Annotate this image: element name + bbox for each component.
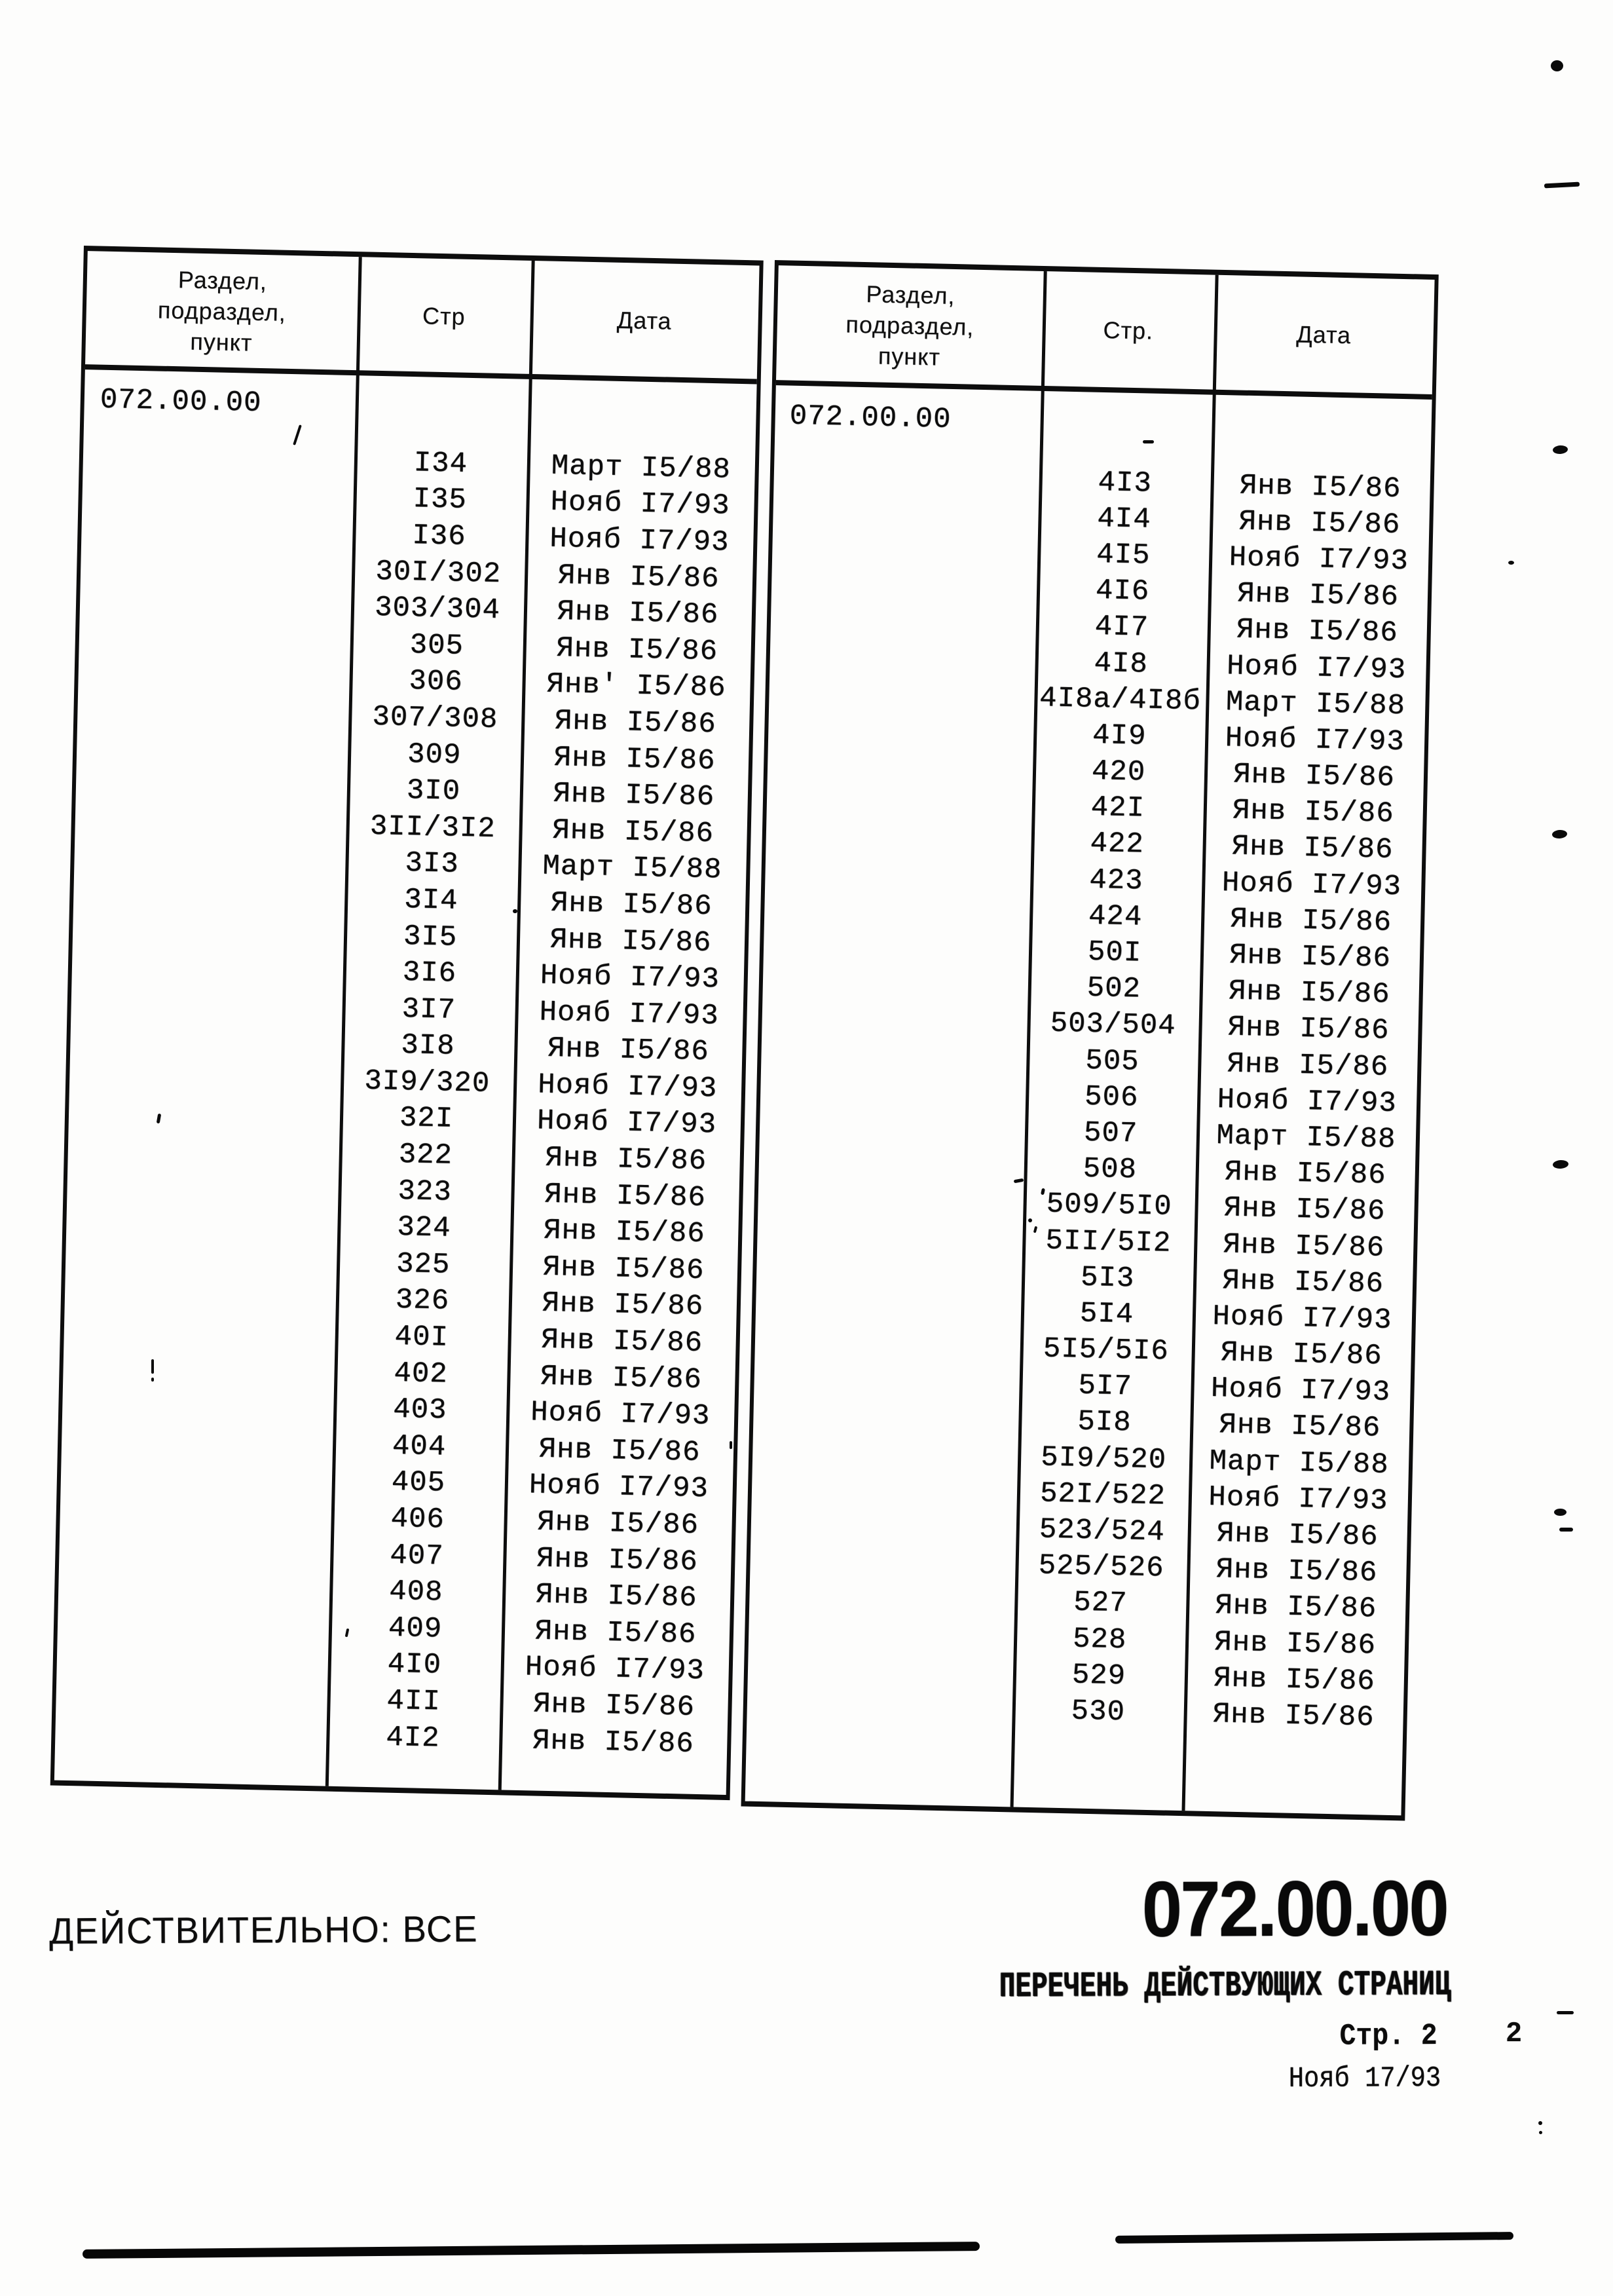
page-cell: 508 bbox=[1083, 1152, 1138, 1187]
date-cell: Янв I5/86 bbox=[544, 1141, 707, 1178]
date-cell: Янв I5/86 bbox=[536, 1505, 699, 1542]
header-line: подраздел, bbox=[845, 311, 974, 341]
date-cell: Янв I5/86 bbox=[1232, 794, 1395, 831]
page-cell: 324 bbox=[396, 1211, 452, 1245]
page-cell: 405 bbox=[391, 1466, 446, 1500]
date-cell: Янв I5/86 bbox=[551, 814, 714, 850]
page-cell: 503/504 bbox=[1050, 1007, 1177, 1044]
table-rows-left bbox=[55, 438, 755, 1763]
scan-speck bbox=[1557, 2011, 1574, 2014]
date-cell: Янв I5/86 bbox=[540, 1360, 703, 1397]
date-cell: Янв I5/86 bbox=[553, 741, 716, 778]
page-cell: 4I3 bbox=[1098, 466, 1153, 500]
scan-speck bbox=[1028, 1218, 1032, 1222]
date-cell: Янв I5/86 bbox=[1233, 758, 1396, 795]
date-cell: Нояб I7/93 bbox=[540, 959, 720, 996]
page-cell: 402 bbox=[393, 1357, 449, 1391]
date-cell: Янв I5/86 bbox=[1238, 505, 1401, 542]
header-label: Дата bbox=[616, 306, 673, 335]
page-cell: 525/526 bbox=[1038, 1549, 1165, 1585]
header-line: пункт bbox=[878, 342, 941, 371]
date-cell: Янв I5/86 bbox=[1239, 469, 1401, 506]
header-label: Дата bbox=[1295, 320, 1352, 349]
page-cell: 507 bbox=[1083, 1116, 1138, 1151]
date-cell: Янв I5/86 bbox=[547, 1032, 710, 1069]
page-number: 2 bbox=[1506, 2016, 1522, 2047]
column-header-page bbox=[356, 257, 532, 375]
page-cell: 407 bbox=[389, 1539, 445, 1573]
date-cell: Март I5/88 bbox=[1225, 685, 1406, 723]
scan-speck bbox=[1553, 1159, 1569, 1169]
page-cell: 40I bbox=[394, 1320, 449, 1355]
date-cell: Янв I5/86 bbox=[540, 1323, 703, 1361]
page-cell: 325 bbox=[396, 1247, 451, 1282]
date-cell: Янв I5/86 bbox=[1227, 1047, 1389, 1084]
page-cell: 4I9 bbox=[1092, 719, 1147, 753]
page-cell: 4I6 bbox=[1095, 574, 1150, 609]
date-cell: Янв I5/86 bbox=[1227, 1011, 1390, 1048]
page-cell: 50I bbox=[1087, 935, 1142, 970]
page-cell: 408 bbox=[388, 1575, 443, 1609]
scan-speck bbox=[730, 1441, 732, 1449]
column-header-section bbox=[85, 251, 359, 371]
page-cell: 528 bbox=[1072, 1623, 1127, 1657]
scan-speck bbox=[151, 1359, 154, 1374]
date-cell: Янв I5/86 bbox=[542, 1287, 704, 1324]
date-cell: Янв I5/86 bbox=[536, 1542, 699, 1579]
date-cell: Нояб I7/93 bbox=[549, 522, 730, 559]
date-cell: Янв I5/86 bbox=[1228, 975, 1391, 1011]
page-cell: 5I8 bbox=[1077, 1405, 1132, 1440]
page-cell: 3I8 bbox=[400, 1029, 456, 1063]
date-cell: Янв I5/86 bbox=[1218, 1408, 1381, 1446]
date-cell: Янв I5/86 bbox=[554, 704, 717, 742]
date-cell: Янв I5/86 bbox=[538, 1433, 701, 1469]
page-cell: I35 bbox=[413, 483, 468, 518]
page-cell: 4II bbox=[386, 1684, 441, 1719]
header-line: подраздел, bbox=[157, 296, 287, 326]
page-cell: 309 bbox=[407, 738, 462, 772]
date-cell: Янв I5/86 bbox=[557, 595, 719, 632]
page-cell: 5I7 bbox=[1077, 1369, 1133, 1404]
date-cell: Янв I5/86 bbox=[1213, 1661, 1376, 1699]
page-cell: I36 bbox=[411, 519, 467, 554]
date-cell: Янв I5/86 bbox=[1220, 1336, 1383, 1373]
page-cell: 406 bbox=[390, 1502, 445, 1537]
page-cell: 305 bbox=[409, 628, 464, 663]
scan-speck bbox=[1539, 2131, 1542, 2134]
scan-speck bbox=[1559, 1528, 1573, 1532]
page-cell: 3II/3I2 bbox=[369, 810, 496, 846]
page-cell: 5I5/5I6 bbox=[1043, 1332, 1170, 1368]
date-cell: Янв I5/86 bbox=[1212, 1698, 1375, 1735]
date-cell: Янв I5/86 bbox=[1214, 1625, 1377, 1663]
date-cell: Нояб I7/93 bbox=[550, 486, 731, 523]
page-cell: 4I7 bbox=[1094, 611, 1149, 645]
page-cell: 4I8а/4I8б bbox=[1039, 681, 1202, 719]
date-cell: Нояб I7/93 bbox=[1210, 1372, 1391, 1410]
date-cell: Нояб I7/93 bbox=[536, 1104, 717, 1142]
page-cell: 322 bbox=[398, 1138, 453, 1173]
header-label: Стр. bbox=[1103, 316, 1154, 345]
scan-speck bbox=[1508, 561, 1514, 565]
revision-date: Нояб 17/93 bbox=[1288, 2062, 1441, 2096]
page-cell: 423 bbox=[1088, 863, 1144, 898]
date-cell: Янв I5/86 bbox=[1236, 613, 1399, 650]
date-cell: Янв I5/86 bbox=[1215, 1553, 1378, 1590]
page-cell: 509/5I0 bbox=[1046, 1188, 1173, 1224]
page-cell: 5II/5I2 bbox=[1045, 1224, 1172, 1260]
date-cell: Янв I5/86 bbox=[1229, 903, 1392, 939]
scan-speck bbox=[1551, 60, 1563, 71]
scan-speck bbox=[513, 909, 517, 913]
page-cell: 424 bbox=[1088, 899, 1143, 934]
date-cell: Янв I5/86 bbox=[1221, 1264, 1384, 1301]
date-cell: Янв I5/86 bbox=[1236, 577, 1400, 614]
date-cell: Нояб I7/93 bbox=[530, 1396, 711, 1433]
column-header-date bbox=[1213, 275, 1435, 394]
date-cell: Янв I5/86 bbox=[555, 631, 718, 669]
page-cell: 404 bbox=[392, 1429, 447, 1464]
page-cell: 303/304 bbox=[374, 591, 501, 628]
date-cell: Янв I5/86 bbox=[542, 1251, 705, 1287]
scan-edge-line bbox=[1115, 2232, 1513, 2244]
page-cell: 52I/522 bbox=[1039, 1477, 1166, 1513]
date-cell: Март I5/88 bbox=[551, 449, 732, 487]
page-cell: 30I/302 bbox=[375, 555, 502, 591]
date-cell: Янв I5/86 bbox=[1224, 1156, 1387, 1192]
column-header-section bbox=[776, 265, 1044, 386]
page-cell: 3I6 bbox=[402, 956, 457, 990]
date-cell: Янв I5/86 bbox=[1231, 830, 1394, 867]
header-line: Раздел, bbox=[177, 266, 268, 295]
date-cell: Янв I5/86 bbox=[1223, 1228, 1385, 1265]
table-rows-right bbox=[747, 457, 1430, 1737]
date-cell: Янв I5/86 bbox=[1223, 1192, 1386, 1229]
section-number: 072.00.00 bbox=[789, 400, 952, 436]
page-cell: 505 bbox=[1085, 1044, 1140, 1079]
page-cell: 409 bbox=[388, 1611, 443, 1646]
page-cell: 3I4 bbox=[403, 883, 458, 918]
page-cell: 527 bbox=[1073, 1586, 1128, 1621]
scan-speck bbox=[1552, 829, 1568, 839]
date-cell: Янв I5/86 bbox=[534, 1615, 697, 1651]
page-cell: 529 bbox=[1071, 1659, 1126, 1693]
scan-speck bbox=[1553, 445, 1568, 455]
date-cell: Янв I5/86 bbox=[532, 1687, 695, 1724]
date-cell: Янв I5/86 bbox=[557, 559, 720, 595]
date-cell: Янв I5/86 bbox=[532, 1724, 695, 1761]
page-cell: 42I bbox=[1090, 791, 1145, 825]
page-cell: 530 bbox=[1071, 1695, 1126, 1729]
page-cell: 4I8 bbox=[1094, 647, 1149, 681]
section-number: 072.00.00 bbox=[100, 383, 262, 420]
date-cell: Янв I5/86 bbox=[553, 777, 715, 814]
date-cell: Янв I5/86 bbox=[543, 1214, 706, 1251]
date-cell: Янв I5/86 bbox=[1214, 1589, 1377, 1626]
date-cell: Нояб I7/93 bbox=[525, 1651, 705, 1688]
page-cell: 307/308 bbox=[371, 700, 498, 736]
column-header-page bbox=[1041, 271, 1215, 390]
page-cell: 306 bbox=[408, 665, 464, 700]
page-cell: 3I5 bbox=[403, 920, 458, 954]
date-cell: Янв I5/86 bbox=[550, 886, 713, 924]
effective-pages-table-left bbox=[50, 246, 764, 1800]
effective-pages-table-right bbox=[741, 260, 1438, 1821]
page-cell: 3I3 bbox=[404, 847, 460, 882]
date-cell: Март I5/88 bbox=[542, 850, 722, 887]
document-number: 072.00.00 bbox=[1141, 1864, 1448, 1953]
page-cell: 323 bbox=[397, 1175, 453, 1209]
scan-speck bbox=[1544, 182, 1580, 189]
date-cell: Нояб I7/93 bbox=[528, 1469, 709, 1506]
date-cell: Нояб I7/93 bbox=[1229, 541, 1409, 578]
header-label: Стр bbox=[422, 302, 466, 330]
page-cell: 4I2 bbox=[385, 1721, 441, 1755]
scan-edge-line bbox=[83, 2242, 980, 2259]
document-title: ПЕРЕЧЕНЬ ДЕЙСТВУЮЩИХ СТРАНИЦ bbox=[999, 1965, 1451, 2008]
page-cell: 403 bbox=[392, 1393, 447, 1427]
scan-speck bbox=[1554, 1509, 1567, 1516]
page-cell: 523/524 bbox=[1039, 1513, 1166, 1549]
date-cell: Нояб I7/93 bbox=[537, 1068, 718, 1106]
page-cell: 4I5 bbox=[1096, 538, 1151, 573]
date-cell: Нояб I7/93 bbox=[1221, 866, 1402, 903]
date-cell: Нояб I7/93 bbox=[539, 996, 720, 1033]
date-cell: Март I5/88 bbox=[1209, 1444, 1390, 1482]
date-cell: Янв I5/86 bbox=[1229, 939, 1392, 975]
page-cell: I34 bbox=[413, 446, 468, 481]
date-cell: Янв I5/86 bbox=[1216, 1517, 1379, 1554]
date-cell: Янв I5/86 bbox=[544, 1178, 707, 1214]
page-cell: 32I bbox=[399, 1102, 454, 1137]
date-cell: Нояб I7/93 bbox=[1226, 649, 1407, 687]
scan-speck bbox=[1143, 440, 1154, 443]
date-cell: Янв I5/86 bbox=[535, 1578, 698, 1615]
page-cell: 5I4 bbox=[1079, 1297, 1134, 1332]
date-cell: Нояб I7/93 bbox=[1208, 1480, 1388, 1518]
header-line: пункт bbox=[189, 328, 253, 356]
date-cell: Янв' I5/86 bbox=[546, 668, 727, 705]
header-line: Раздел, bbox=[865, 280, 955, 310]
page-cell: 506 bbox=[1084, 1080, 1139, 1115]
page-cell: 4I0 bbox=[387, 1648, 442, 1682]
page-cell: 3I0 bbox=[406, 774, 461, 808]
scan-speck bbox=[1538, 2121, 1542, 2125]
page-cell: 420 bbox=[1091, 755, 1146, 789]
page-cell: 502 bbox=[1086, 971, 1141, 1006]
date-cell: Март I5/88 bbox=[1215, 1120, 1396, 1156]
page-cell: 4I4 bbox=[1096, 502, 1152, 536]
page-cell: 3I7 bbox=[401, 992, 456, 1027]
date-cell: Нояб I7/93 bbox=[1212, 1300, 1392, 1337]
scan-speck bbox=[151, 1378, 154, 1382]
page-cell: 422 bbox=[1090, 827, 1145, 861]
page-label: Стр. 2 bbox=[1339, 2019, 1438, 2054]
validity-statement: ДЕЙСТВИТЕЛЬНО: ВСЕ bbox=[49, 1908, 479, 1951]
page-cell: 3I9/320 bbox=[363, 1064, 491, 1101]
page-cell: 5I3 bbox=[1080, 1261, 1135, 1296]
page-cell: 326 bbox=[395, 1284, 450, 1319]
date-cell: Нояб I7/93 bbox=[1217, 1083, 1398, 1120]
column-header-date bbox=[529, 261, 760, 381]
date-cell: Нояб I7/93 bbox=[1225, 722, 1405, 759]
date-cell: Янв I5/86 bbox=[549, 923, 712, 960]
page-cell: 5I9/520 bbox=[1040, 1440, 1167, 1477]
